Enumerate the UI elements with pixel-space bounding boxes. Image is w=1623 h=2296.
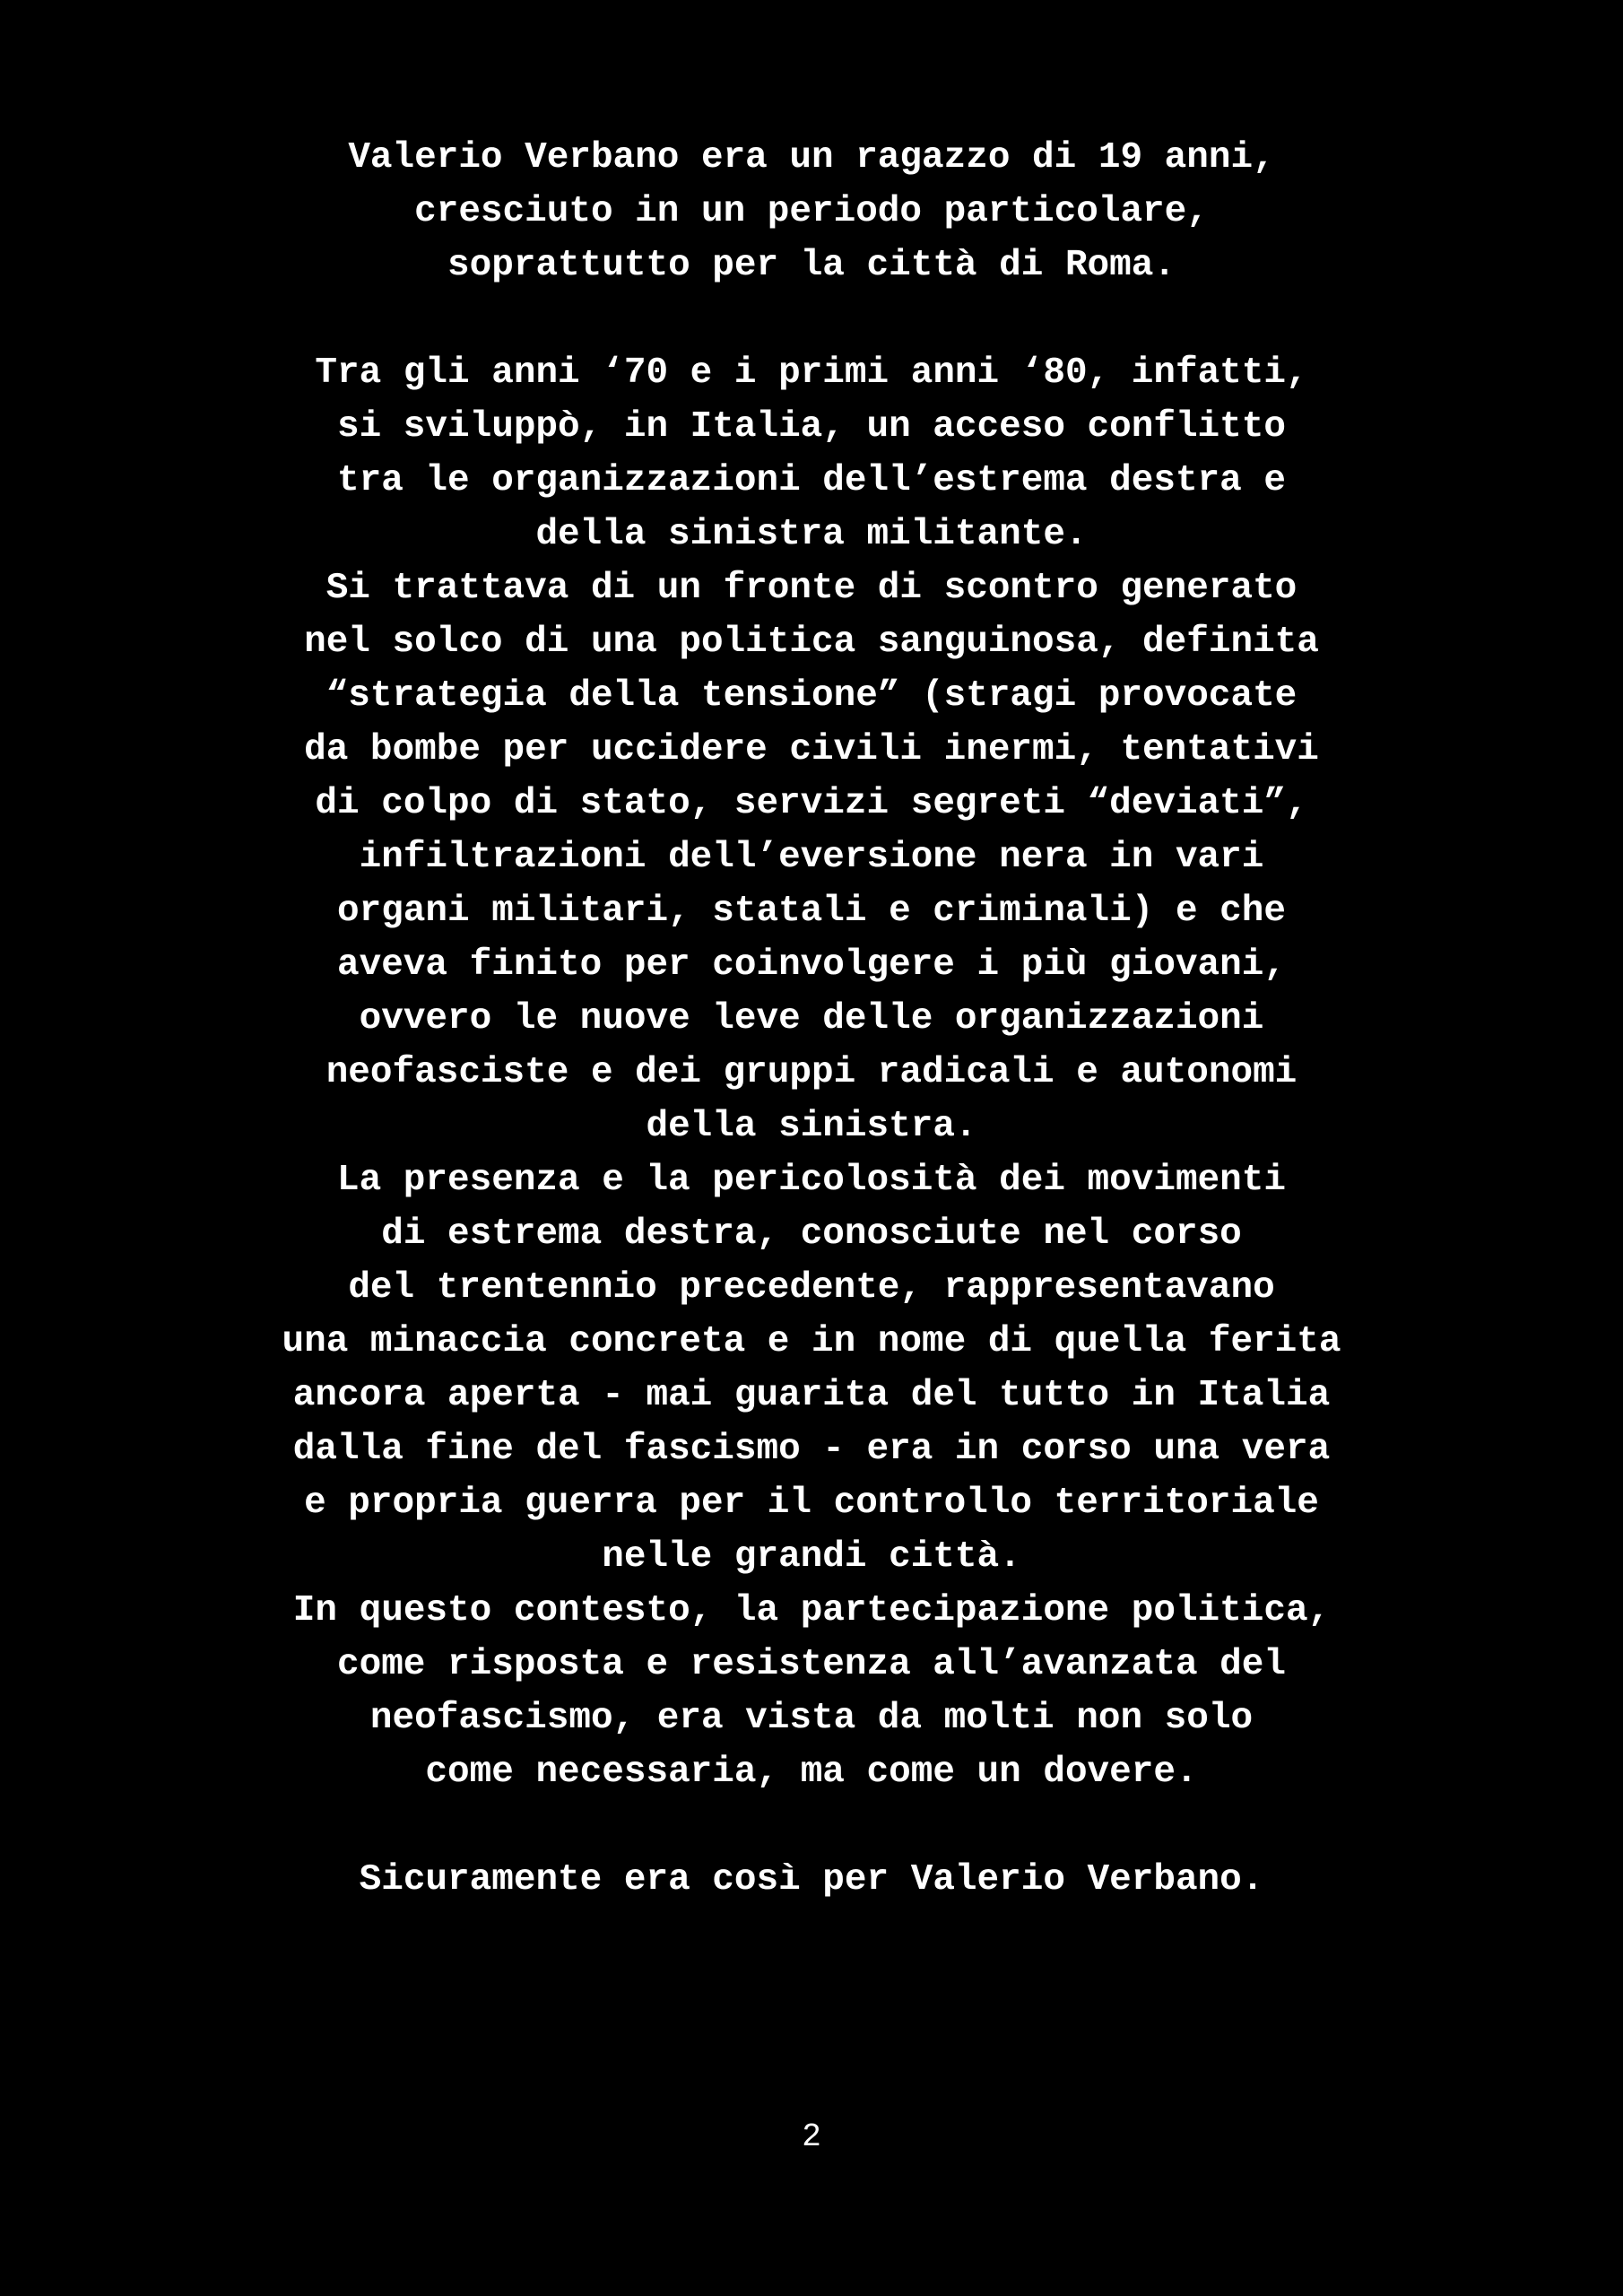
text-line: neofascismo, era vista da molti non solo — [369, 1698, 1254, 1739]
text-line: La presenza e la pericolosità dei movimenti — [337, 1160, 1286, 1201]
text-line: In questo contesto, la partecipazione politica, — [292, 1590, 1331, 1631]
text-line: della sinistra. — [646, 1106, 977, 1147]
text-line: di colpo di stato, servizi segreti “deviati”, — [315, 783, 1308, 824]
text-line: Si trattava di un fronte di scontro generato — [325, 568, 1298, 609]
text-line: come risposta e resistenza all’avanzata del — [337, 1644, 1286, 1685]
text-line: ancora aperta - mai guarita del tutto in Italia — [292, 1375, 1331, 1416]
text-line: “strategia della tensione” (stragi provocate — [325, 675, 1298, 717]
text-line: infiltrazioni dell’eversione nera in vari — [359, 837, 1264, 878]
page-number: 2 — [802, 2118, 821, 2155]
text-line: una minaccia concreta e in nome di quella ferita — [282, 1321, 1341, 1362]
text-line: tra le organizzazioni dell’estrema destra e — [337, 460, 1286, 501]
body-text — [0, 131, 1623, 1907]
text-line: del trentennio precedente, rappresentavano — [348, 1267, 1275, 1309]
text-line: Valerio Verbano era un ragazzo di 19 anni, — [348, 137, 1275, 178]
text-line: si sviluppò, in Italia, un acceso conflitto — [337, 406, 1286, 448]
text-line: organi militari, statali e criminali) e che — [337, 891, 1286, 932]
paragraph-spacer — [0, 292, 1623, 346]
text-line: da bombe per uccidere civili inermi, tentativi — [304, 729, 1319, 770]
text-line: e propria guerra per il controllo territoriale — [304, 1483, 1319, 1524]
text-line: aveva finito per coinvolgere i più giovani, — [337, 944, 1286, 986]
text-line: Tra gli anni ‘70 e i primi anni ‘80, infatti, — [315, 352, 1308, 394]
paragraph-spacer — [0, 1799, 1623, 1853]
text-line: dalla fine del fascismo - era in corso una vera — [292, 1429, 1331, 1470]
text-line: Sicuramente era così per Valerio Verbano. — [359, 1859, 1264, 1900]
text-line: nelle grandi città. — [602, 1536, 1021, 1578]
text-line: ovvero le nuove leve delle organizzazioni — [359, 998, 1264, 1039]
text-line: neofasciste e dei gruppi radicali e autonomi — [325, 1052, 1298, 1093]
text-line: soprattutto per la città di Roma. — [447, 245, 1176, 286]
text-line: della sinistra militante. — [535, 514, 1088, 555]
text-line: di estrema destra, conosciute nel corso — [381, 1213, 1242, 1255]
text-line: nel solco di una politica sanguinosa, definita — [304, 622, 1319, 663]
text-line: come necessaria, ma come un dovere. — [425, 1752, 1198, 1793]
text-line: cresciuto in un periodo particolare, — [414, 191, 1209, 232]
